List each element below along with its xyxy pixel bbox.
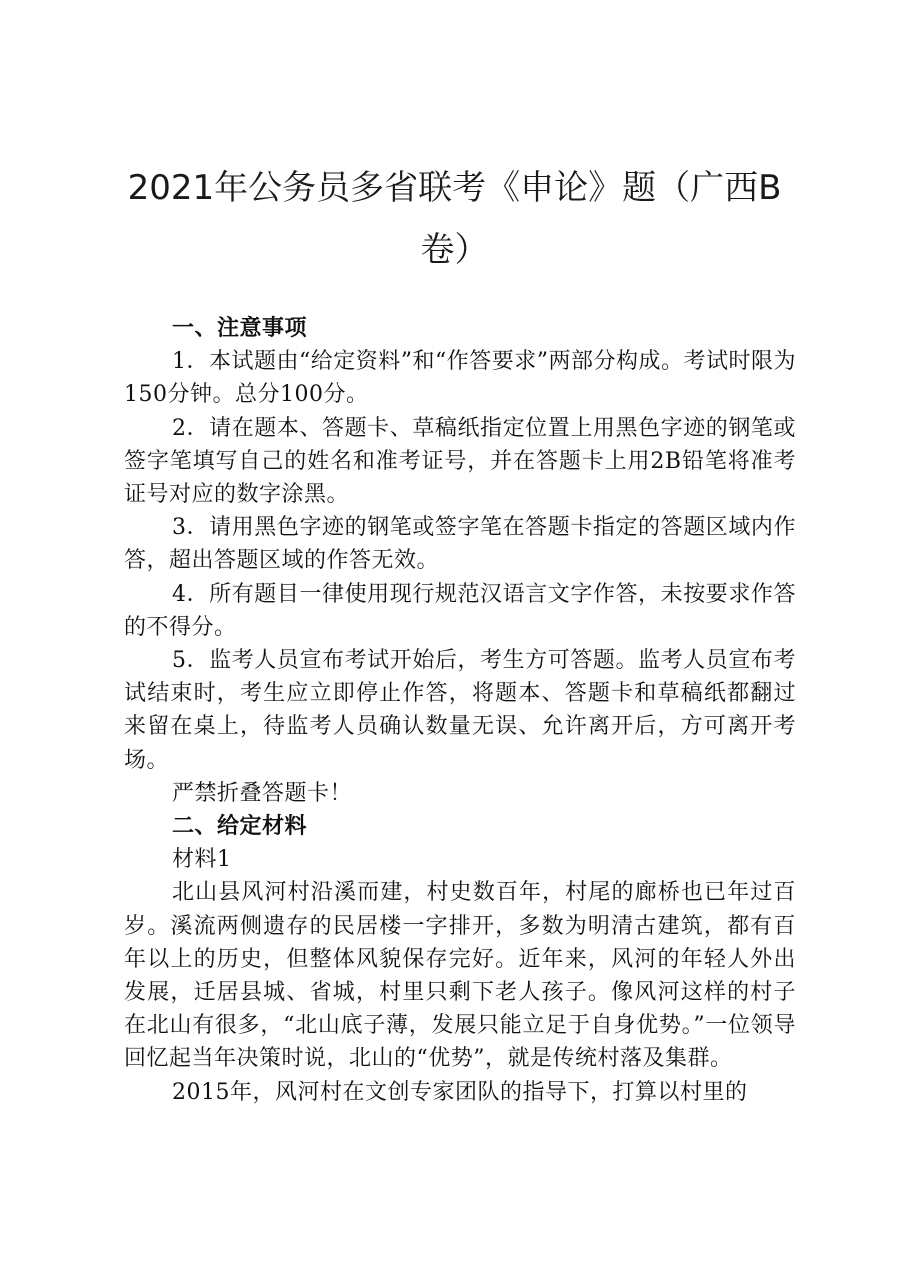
note-paragraph-5: 5．监考人员宣布考试开始后，考生方可答题。监考人员宣布考试结束时，考生应立即停止作答，将题本、答题卡和草稿纸都翻过来留在桌上，待监考人员确认数量无误、允许离开后，方可离开考场。 bbox=[124, 648, 796, 773]
material-paragraph-2: 2015年，风河村在文创专家团队的指导下，打算以村里的 bbox=[172, 1079, 748, 1105]
material-paragraph-1: 北山县风河村沿溪而建，村史数百年，村尾的廊桥也已年过百岁。溪流两侧遗存的民居楼一字排开，多数为明清古建筑，都有百年以上的历史，但整体风貌保存完好。近年来，风河的年轻人外出发展，迁居县城、省城，村里只剩下老人孩子。像风河这样的村子在北山有很多，“北山底子薄，发展只能立足于自身优势。”一位领导回忆起当年决策时说，北山的“优势”，就是传统村落及集群。 bbox=[124, 880, 796, 1072]
note-paragraph-3: 3．请用黑色字迹的钢笔或签字笔在答题卡指定的答题区域内作答，超出答题区域的作答无效。 bbox=[124, 515, 796, 574]
section-heading-notes: 一、注意事项 bbox=[172, 316, 308, 341]
note-paragraph-4: 4．所有题目一律使用现行规范汉语言文字作答，未按要求作答的不得分。 bbox=[124, 581, 796, 640]
section-heading-materials: 二、给定材料 bbox=[172, 814, 308, 840]
document-title-line-2: 卷） bbox=[420, 230, 489, 270]
document-title-line-1: 2021年公务员多省联考《申论》题（广西B bbox=[127, 168, 782, 208]
note-paragraph-2: 2．请在题本、答题卡、草稿纸指定位置上用黑色字迹的钢笔或签字笔填写自己的姓名和准考证号，并在答题卡上用2B铅笔将准考证号对应的数字涂黑。 bbox=[124, 415, 796, 508]
material-label: 材料1 bbox=[172, 847, 232, 873]
document-body bbox=[124, 312, 796, 1109]
note-paragraph-1: 1．本试题由“给定资料”和“作答要求”两部分构成。考试时限为150分钟。总分100分。 bbox=[124, 349, 796, 408]
warning-paragraph: 严禁折叠答题卡！ bbox=[172, 780, 353, 806]
